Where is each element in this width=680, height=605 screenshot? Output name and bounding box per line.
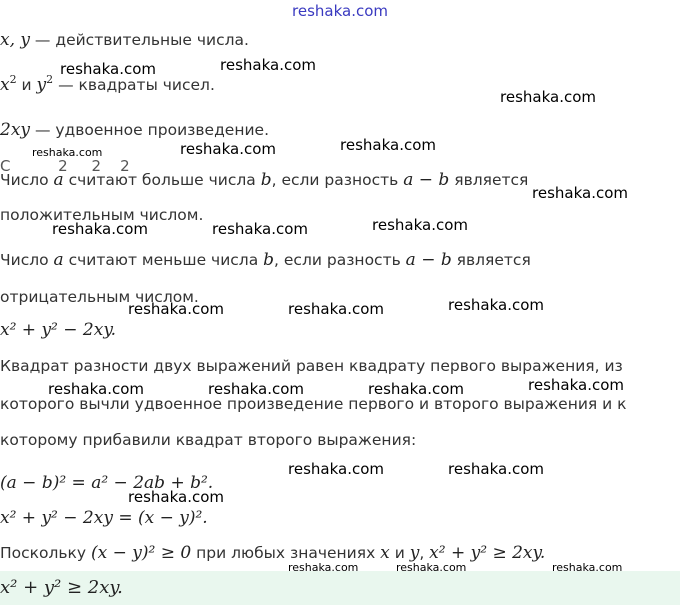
line-real-numbers [0,30,249,50]
watermark: reshaka.com [288,561,359,574]
watermark: reshaka.com [180,140,276,158]
math-a: a [53,250,64,270]
watermark: reshaka.com [52,220,148,238]
math-b: b [263,250,275,270]
math-inequality: x² + y² ≥ 2xy. [429,543,546,563]
math-a-minus-b: a − b [403,170,450,190]
line-squares [0,75,215,95]
math-b: b [260,170,272,190]
text-if-diff: , если разность [271,171,404,189]
watermark: reshaka.com [292,2,388,20]
text-real-numbers: — действительные числа. [30,31,249,49]
text-and: и [21,76,32,94]
text-is: является [449,171,529,189]
text-if-diff: , если разность [274,251,406,269]
line-rule-2: которого вычли удвоенное произведение первого и второго выражения и к [0,395,627,413]
watermark: reshaka.com [288,300,384,318]
math-a: a [53,170,64,190]
line-since [0,543,545,563]
line-greater-definition [0,170,528,190]
math-expression: x² + y² − 2xy. [0,320,117,340]
text-comma: , [419,544,430,562]
watermark: reshaka.com [368,380,464,398]
line-less-definition [0,250,531,270]
text-chislo: Число [0,171,54,189]
text-and: и [389,544,410,562]
math-nonnegative: (x − y)² ≥ 0 [91,543,192,563]
watermark: reshaka.com [288,460,384,478]
watermark: reshaka.com [372,216,468,234]
text-for-any: при любых значениях [191,544,381,562]
text-chislo: Число [0,251,54,269]
watermark: reshaka.com [340,136,436,154]
line-rule-3: которому прибавили квадрат второго выражения: [0,431,417,449]
watermark: reshaka.com [396,561,467,574]
watermark: reshaka.com [448,296,544,314]
line-double-product [0,120,269,140]
watermark: reshaka.com [60,60,156,78]
watermark: reshaka.com [212,220,308,238]
math-y-squared: $y^2$ [36,73,54,95]
math-x-squared: $x^2$ [0,73,17,95]
math-difference-square-formula: (a − b)² = a² − 2ab + b². [0,473,214,493]
text-greater: считают больше числа [63,171,261,189]
line-negative: отрицательным числом. [0,288,199,306]
text-less: считают меньше числа [63,251,264,269]
line-positive: положительным числом. [0,206,204,224]
math-a-minus-b: a − b [405,250,452,270]
math-2xy: 2xy [0,120,31,140]
text-double-product: — удвоенное произведение. [30,121,269,139]
watermark: reshaka.com [128,300,224,318]
text-squares: — квадраты чисел. [53,76,215,94]
math-y: y [409,543,420,563]
watermark: reshaka.com [552,561,623,574]
math-identity: x² + y² − 2xy = (x − y)². [0,508,208,528]
watermark: reshaka.com [128,488,224,506]
watermark: reshaka.com [528,376,624,394]
text-since: Поскольку [0,544,92,562]
watermark: reshaka.com [448,460,544,478]
watermark: reshaka.com [500,88,596,106]
watermark: reshaka.com [220,56,316,74]
clipped-line-remnant: С 2 2 2 [0,157,130,175]
watermark: reshaka.com [48,380,144,398]
line-rule-1: Квадрат разности двух выражений равен квадрату первого выражения, из [0,357,623,375]
text-is: является [451,251,531,269]
math-x: x [380,543,390,563]
math-conclusion: x² + y² ≥ 2xy. [0,577,123,598]
watermark: reshaka.com [532,184,628,202]
watermark: reshaka.com [32,146,103,159]
line-expression [0,320,116,340]
math-x-y: x, y [0,30,30,50]
line-identity [0,508,208,528]
watermark: reshaka.com [208,380,304,398]
line-conclusion [0,578,123,598]
